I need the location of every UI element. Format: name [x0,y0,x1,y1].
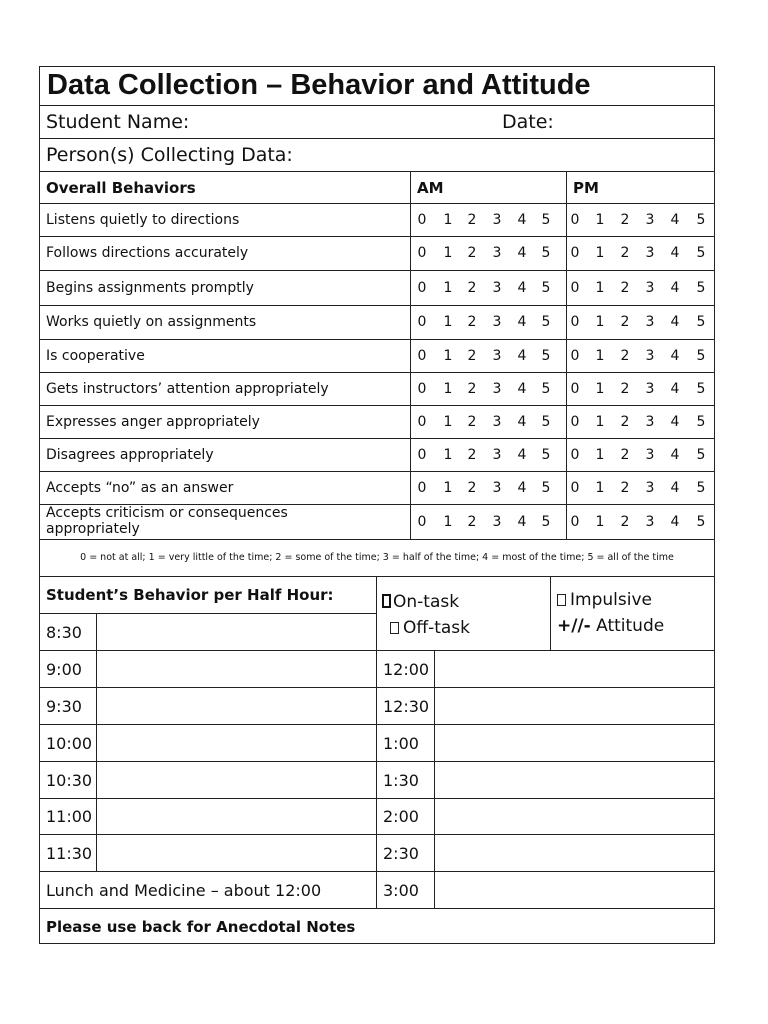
time-label: 2:00 [383,807,419,826]
am-rating-option[interactable]: 1 [443,381,453,397]
persons-row [40,139,714,172]
am-rating-option[interactable]: 5 [541,447,551,463]
behavior-label: Listens quietly to directions [46,212,240,228]
pm-rating-option[interactable]: 4 [670,514,680,530]
am-rating-option[interactable]: 2 [467,480,477,496]
checkbox-icon [390,622,399,634]
time-entry-cell[interactable] [435,835,715,871]
behavior-label: Accepts “no” as an answer [46,480,234,496]
pm-rating-option[interactable]: 3 [645,381,655,397]
pm-rating-option[interactable]: 1 [595,348,605,364]
time-label: 10:30 [46,771,93,790]
pm-rating-option[interactable]: 5 [696,480,706,496]
pm-rating-option[interactable]: 5 [696,314,706,330]
time-entry-cell[interactable] [97,725,375,761]
student-name-row [40,106,714,139]
impulsive-key: Impulsive [557,590,652,610]
am-rating-option[interactable]: 3 [492,414,502,430]
pm-rating-option[interactable]: 3 [645,212,655,228]
pm-rating-option[interactable]: 4 [670,480,680,496]
lunch-row [40,872,714,909]
pm-rating-option[interactable]: 0 [570,348,580,364]
pm-rating-option[interactable]: 0 [570,414,580,430]
half-hour-header: Student’s Behavior per Half Hour: [46,586,334,604]
am-rating-option[interactable]: 2 [467,212,477,228]
pm-header: PM [573,179,599,197]
am-rating-option[interactable]: 4 [517,348,527,364]
time-entry-cell[interactable] [435,651,715,687]
am-rating-option[interactable]: 2 [467,348,477,364]
am-rating-option[interactable]: 1 [443,348,453,364]
am-rating-option[interactable]: 3 [492,514,502,530]
persons-label: Person(s) Collecting Data: [46,144,293,166]
pm-rating-option[interactable]: 5 [696,280,706,296]
behavior-row [40,237,714,271]
am-rating-option[interactable]: 0 [417,245,427,261]
time-row [40,725,714,762]
behavior-row [40,306,714,340]
time-entry-cell[interactable] [97,651,375,687]
pm-rating-option[interactable]: 0 [570,514,580,530]
am-rating-option[interactable]: 4 [517,480,527,496]
pm-rating-option[interactable]: 3 [645,447,655,463]
pm-rating-option[interactable]: 2 [620,381,630,397]
pm-rating-option[interactable]: 3 [645,348,655,364]
pm-rating-option[interactable]: 5 [696,245,706,261]
am-rating-option[interactable]: 3 [492,212,502,228]
scale-legend: 0 = not at all; 1 = very little of the time; 2 = some of the time; 3 = half of the time; 4 = most of the time; 5 = all of the time [80,552,674,563]
pm-rating-option[interactable]: 5 [696,348,706,364]
on-task-key: On-task [382,592,459,612]
am-rating-option[interactable]: 0 [417,348,427,364]
am-rating-option[interactable]: 0 [417,514,427,530]
pm-rating-option[interactable]: 3 [645,245,655,261]
pm-rating-option[interactable]: 5 [696,414,706,430]
am-rating-option[interactable]: 5 [541,280,551,296]
am-rating-option[interactable]: 3 [492,314,502,330]
am-rating-option[interactable]: 1 [443,212,453,228]
am-rating-option[interactable]: 0 [417,447,427,463]
behavior-row [40,340,714,373]
pm-rating-option[interactable]: 2 [620,280,630,296]
pm-rating-option[interactable]: 5 [696,447,706,463]
time-entry-cell[interactable] [97,798,375,834]
am-rating-option[interactable]: 3 [492,447,502,463]
behavior-row [40,373,714,406]
time-label: 12:00 [383,660,430,679]
pm-rating-option[interactable]: 4 [670,447,680,463]
am-rating-option[interactable]: 5 [541,414,551,430]
time-label: 11:00 [46,807,93,826]
am-rating-option[interactable]: 4 [517,280,527,296]
pm-rating-option[interactable]: 1 [595,447,605,463]
am-rating-option[interactable]: 3 [492,480,502,496]
time-label: 1:00 [383,734,419,753]
pm-rating-option[interactable]: 4 [670,212,680,228]
am-rating-option[interactable]: 5 [541,381,551,397]
pm-rating-option[interactable]: 4 [670,381,680,397]
am-rating-option[interactable]: 4 [517,447,527,463]
behavior-label: Is cooperative [46,348,145,364]
am-rating-option[interactable]: 1 [443,480,453,496]
am-rating-option[interactable]: 0 [417,314,427,330]
date-label: Date: [502,111,554,133]
am-header: AM [417,179,444,197]
am-rating-option[interactable]: 1 [443,245,453,261]
time-entry-cell[interactable] [97,835,375,871]
pm-rating-option[interactable]: 4 [670,280,680,296]
footer-row [40,909,714,944]
pm-rating-option[interactable]: 4 [670,414,680,430]
pm-rating-option[interactable]: 0 [570,280,580,296]
pm-rating-option[interactable]: 2 [620,212,630,228]
pm-rating-option[interactable]: 0 [570,381,580,397]
am-rating-option[interactable]: 5 [541,514,551,530]
pm-rating-option[interactable]: 2 [620,245,630,261]
am-rating-option[interactable]: 4 [517,245,527,261]
form-title: Data Collection – Behavior and Attitude [47,69,591,101]
pm-rating-option[interactable]: 1 [595,480,605,496]
pm-rating-option[interactable]: 4 [670,348,680,364]
pm-rating-option[interactable]: 0 [570,314,580,330]
time-label: 8:30 [46,623,82,642]
am-rating-option[interactable]: 2 [467,514,477,530]
pm-rating-option[interactable]: 0 [570,212,580,228]
behavior-label: Expresses anger appropriately [46,414,260,430]
time-row [40,762,714,799]
behavior-row [40,204,714,237]
student-name-label: Student Name: [46,111,190,133]
am-rating-option[interactable]: 2 [467,414,477,430]
am-rating-option[interactable]: 3 [492,381,502,397]
time-label: 9:00 [46,660,82,679]
am-rating-option[interactable]: 2 [467,447,477,463]
pm-rating-option[interactable]: 2 [620,414,630,430]
am-rating-option[interactable]: 0 [417,381,427,397]
scale-legend-row [40,540,714,577]
am-rating-option[interactable]: 4 [517,514,527,530]
am-rating-option[interactable]: 5 [541,348,551,364]
time-entry-cell[interactable] [435,762,715,798]
pm-rating-option[interactable]: 1 [595,314,605,330]
behavior-row [40,271,714,306]
behavior-label: Gets instructors’ attention appropriately [46,381,329,397]
behavior-row [40,439,714,472]
pm-rating-option[interactable]: 4 [670,314,680,330]
time-row [40,835,714,872]
pm-rating-option[interactable]: 0 [570,245,580,261]
behavior-label: Disagrees appropriately [46,447,214,463]
footer-note: Please use back for Anecdotal Notes [46,918,356,936]
am-rating-option[interactable]: 1 [443,280,453,296]
am-rating-option[interactable]: 2 [467,381,477,397]
pm-rating-option[interactable]: 3 [645,514,655,530]
pm-rating-option[interactable]: 5 [696,381,706,397]
attitude-key: +//- Attitude [557,616,665,636]
am-rating-option[interactable]: 3 [492,348,502,364]
time-label: 2:30 [383,844,419,863]
am-rating-option[interactable]: 4 [517,381,527,397]
pm-rating-option[interactable]: 2 [620,480,630,496]
am-rating-option[interactable]: 4 [517,414,527,430]
pm-rating-option[interactable]: 3 [645,314,655,330]
pm-rating-option[interactable]: 1 [595,381,605,397]
am-rating-option[interactable]: 0 [417,414,427,430]
checkbox-icon [382,594,391,608]
time-entry-cell[interactable] [435,725,715,761]
am-rating-option[interactable]: 3 [492,280,502,296]
pm-rating-option[interactable]: 1 [595,280,605,296]
am-rating-option[interactable]: 1 [443,314,453,330]
am-rating-option[interactable]: 4 [517,212,527,228]
am-rating-option[interactable]: 1 [443,447,453,463]
am-rating-option[interactable]: 4 [517,314,527,330]
pm-rating-option[interactable]: 3 [645,414,655,430]
am-rating-option[interactable]: 0 [417,480,427,496]
pm-rating-option[interactable]: 4 [670,245,680,261]
off-task-key: Off-task [390,618,470,638]
pm-rating-option[interactable]: 2 [620,348,630,364]
behavior-row [40,472,714,505]
plus-minus-symbol: +//- [557,616,591,636]
behavior-label: Accepts criticism or consequences appropriately [46,505,288,537]
am-rating-option[interactable]: 2 [467,314,477,330]
pm-rating-option[interactable]: 1 [595,212,605,228]
time-entry-cell[interactable] [97,688,375,724]
pm-rating-option[interactable]: 5 [696,212,706,228]
overall-behaviors-header: Overall Behaviors [46,179,196,197]
pm-rating-option[interactable]: 0 [570,480,580,496]
time-label: 11:30 [46,844,93,863]
pm-rating-option[interactable]: 0 [570,447,580,463]
am-rating-option[interactable]: 1 [443,414,453,430]
pm-rating-option[interactable]: 2 [620,514,630,530]
time-row [40,651,714,688]
am-rating-option[interactable]: 2 [467,280,477,296]
time-label: 1:30 [383,771,419,790]
am-rating-option[interactable]: 5 [541,212,551,228]
am-rating-option[interactable]: 0 [417,280,427,296]
time-entry-cell[interactable] [435,798,715,834]
behavior-row [40,406,714,439]
time-label: 9:30 [46,697,82,716]
pm-rating-option[interactable]: 1 [595,245,605,261]
pm-rating-option[interactable]: 1 [595,514,605,530]
time-label: 12:30 [383,697,430,716]
behavior-label: Follows directions accurately [46,245,249,261]
time-row [40,798,714,835]
am-rating-option[interactable]: 1 [443,514,453,530]
behavior-row [40,505,714,540]
half-hour-header-block [40,577,714,651]
pm-rating-option[interactable]: 3 [645,480,655,496]
am-rating-option[interactable]: 5 [541,480,551,496]
am-rating-option[interactable]: 0 [417,212,427,228]
pm-rating-option[interactable]: 3 [645,280,655,296]
lunch-label: Lunch and Medicine – about 12:00 [46,881,322,900]
time-entry-cell[interactable] [97,762,375,798]
time-entry-cell[interactable] [435,688,715,724]
overall-header-row [40,172,714,204]
behavior-label: Works quietly on assignments [46,314,257,330]
pm-rating-option[interactable]: 2 [620,447,630,463]
pm-rating-option[interactable]: 5 [696,514,706,530]
behavior-data-form [39,66,715,944]
time-label: 3:00 [383,881,419,900]
behavior-label: Begins assignments promptly [46,280,254,296]
pm-rating-option[interactable]: 2 [620,314,630,330]
time-row [40,688,714,725]
time-label: 10:00 [46,734,93,753]
am-rating-option[interactable]: 5 [541,314,551,330]
am-rating-option[interactable]: 5 [541,245,551,261]
time-entry-cell[interactable] [435,872,715,908]
checkbox-icon [557,594,566,606]
title-row [40,67,714,106]
am-rating-option[interactable]: 3 [492,245,502,261]
pm-rating-option[interactable]: 1 [595,414,605,430]
am-rating-option[interactable]: 2 [467,245,477,261]
